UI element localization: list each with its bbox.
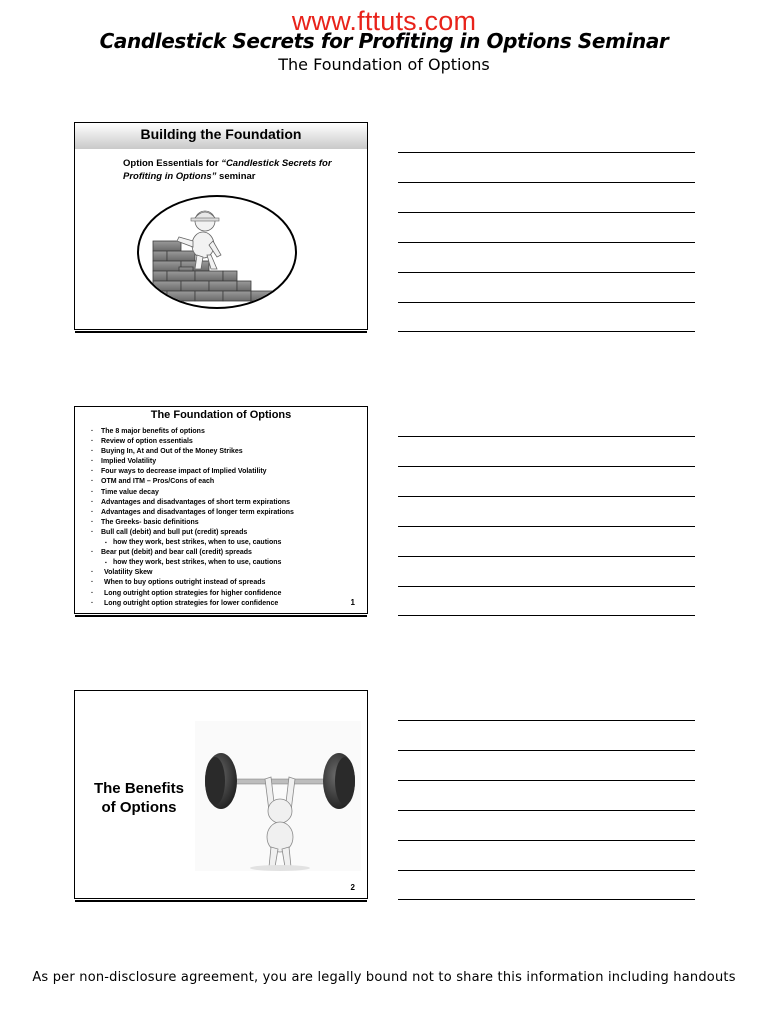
intro-suffix: seminar	[216, 171, 256, 182]
list-item: · Buying In, At and Out of the Money Strikes	[91, 447, 361, 457]
document-subtitle: The Foundation of Options	[278, 55, 490, 74]
topic-list	[91, 427, 361, 609]
list-item: · Long outright option strategies for higher confidence	[91, 589, 361, 599]
slide-building-foundation	[74, 122, 368, 330]
list-item: · Review of option essentials	[91, 437, 361, 447]
list-item: · Advantages and disadvantages of longer term expirations	[91, 508, 361, 518]
slide-title: The Foundation of Options	[150, 409, 292, 421]
watermark-url: www.fttuts.com	[291, 6, 477, 36]
slide-header: Building the Foundation	[75, 123, 367, 149]
list-item: · The Greeks- basic definitions	[91, 518, 361, 528]
intro-quote: “Candlestick Secrets for Profiting in Options”	[123, 158, 332, 182]
list-item: · OTM and ITM – Pros/Cons of each	[91, 477, 361, 487]
slide-page-number: 1	[350, 598, 355, 607]
slide-page-number: 2	[350, 883, 355, 892]
list-item: · Four ways to decrease impact of Implied Volatility	[91, 467, 361, 477]
worker-brick-wall-icon	[139, 197, 297, 309]
slide-title: The Benefits of Options	[93, 780, 184, 816]
list-subitem: ▪ how they work, best strikes, when to use, cautions	[91, 538, 361, 548]
list-item: · Long outright option strategies for lower confidence	[91, 599, 361, 609]
slide-foundation-of-options	[74, 406, 368, 614]
list-subitem: ▪ how they work, best strikes, when to use, cautions	[91, 558, 361, 568]
list-item: · Time value decay	[91, 488, 361, 498]
list-item: · When to buy options outright instead of spreads	[91, 578, 361, 588]
nda-footer: As per non-disclosure agreement, you are legally bound not to share this information including handouts	[32, 970, 736, 985]
list-item: · Volatility Skew	[91, 568, 361, 578]
slide-intro-text	[123, 157, 343, 183]
list-item: · Bear put (debit) and bear call (credit) spreads	[91, 548, 361, 558]
brick-wall-illustration	[137, 195, 297, 309]
intro-prefix: Option Essentials for	[123, 158, 222, 169]
list-item: · Implied Volatility	[91, 457, 361, 467]
slide-benefits-of-options	[74, 690, 368, 899]
list-item: · Advantages and disadvantages of short term expirations	[91, 498, 361, 508]
list-item: · Bull call (debit) and bull put (credit) spreads	[91, 528, 361, 538]
weightlifter-icon	[195, 721, 361, 871]
document-title: Candlestick Secrets for Profiting in Options Seminar	[99, 29, 669, 53]
list-item: · The 8 major benefits of options	[91, 427, 361, 437]
barbell-illustration	[195, 721, 361, 871]
